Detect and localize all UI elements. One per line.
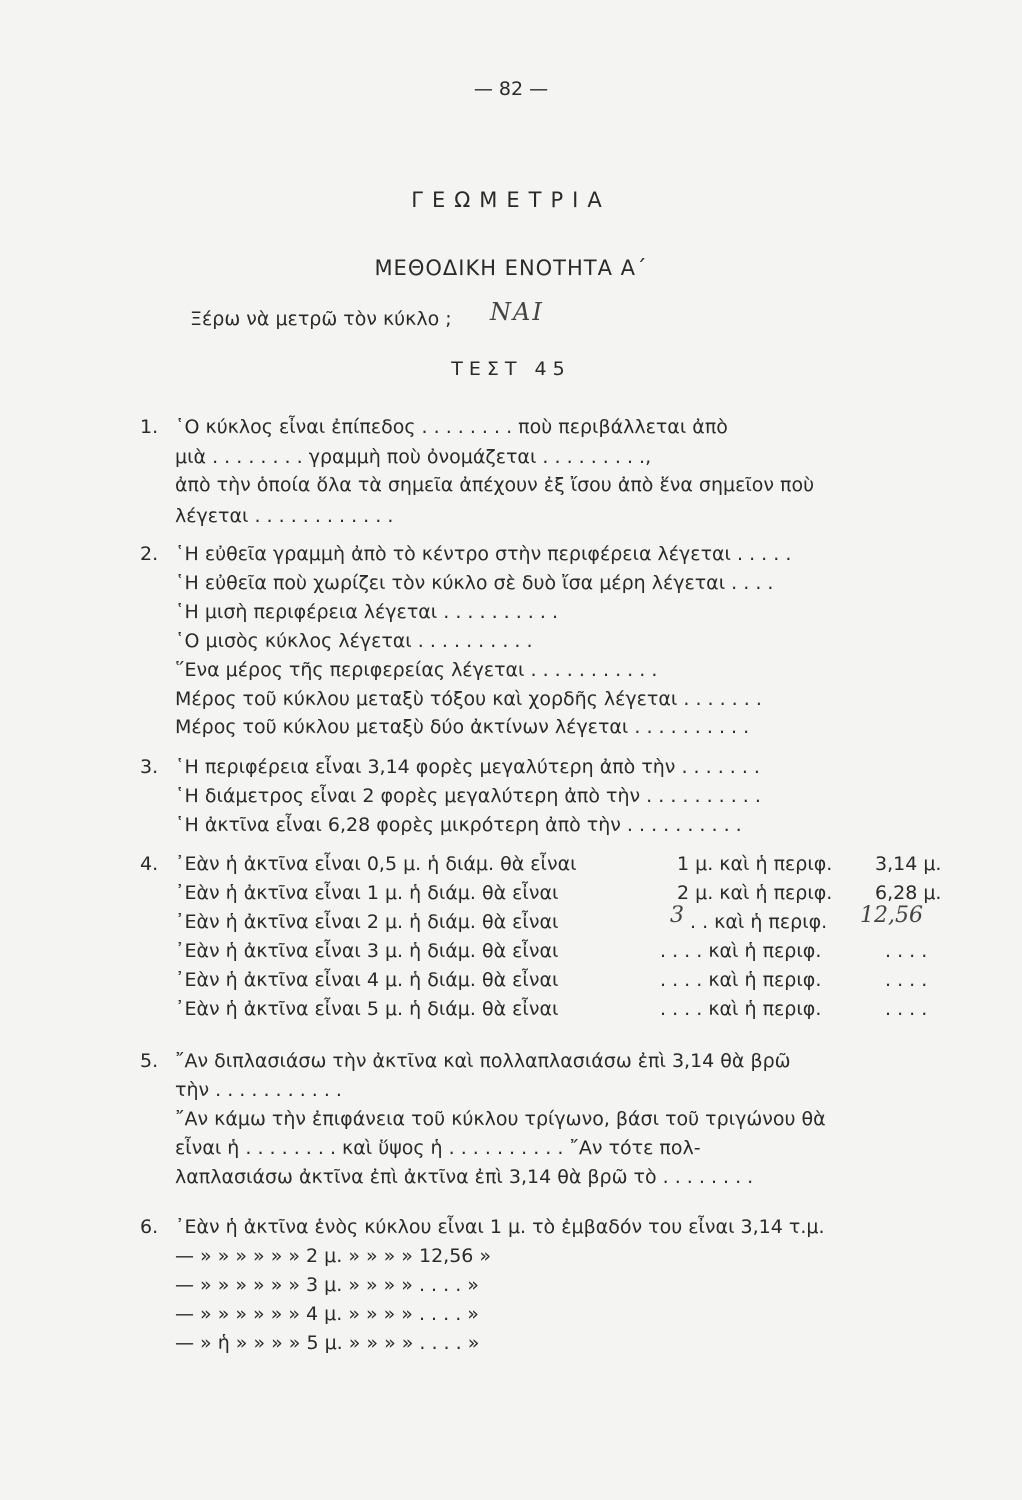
q4-row-6-b: . . . . καὶ ἡ περιφ. bbox=[660, 998, 822, 1020]
guiding-question: Ξέρω νὰ μετρῶ τὸν κύκλο ; bbox=[190, 308, 452, 330]
q1-number: 1. bbox=[140, 416, 159, 438]
q6-line-3: — » » » » » » 3 μ. » » » » . . . . » bbox=[175, 1274, 479, 1296]
q4-row-4-c: . . . . bbox=[885, 940, 928, 962]
q3-line-3: ῾Η ἀκτῖνα εἶναι 6,28 φορὲς μικρότερη ἀπὸ τὴν . . . . . . . . . . bbox=[175, 814, 742, 836]
q4-row-4-b: . . . . καὶ ἡ περιφ. bbox=[660, 940, 822, 962]
q4-row-4-a: ᾽Εὰν ἡ ἀκτῖνα εἶναι 3 μ. ἡ διάμ. θὰ εἶναι bbox=[175, 940, 559, 962]
q2-line-5: ῞Ενα μέρος τῆς περιφερείας λέγεται . . . . . . . . . . . bbox=[175, 659, 658, 681]
q6-line-5: — » ἡ » » » » 5 μ. » » » » . . . . » bbox=[175, 1332, 480, 1354]
q5-line-3: ῎Αν κάμω τὴν ἐπιφάνεια τοῦ κύκλου τρίγωνο, βάσι τοῦ τριγώνου θὰ bbox=[175, 1108, 826, 1130]
q4-row-3-a: ᾽Εὰν ἡ ἀκτῖνα εἶναι 2 μ. ἡ διάμ. θὰ εἶναι bbox=[175, 911, 559, 933]
q4-number: 4. bbox=[140, 853, 159, 875]
q6-line-4: — » » » » » » 4 μ. » » » » . . . . » bbox=[175, 1303, 479, 1325]
q6-line-2: — » » » » » » 2 μ. » » » » 12,56 » bbox=[175, 1245, 492, 1267]
q4-row-1-a: ᾽Εὰν ἡ ἀκτῖνα εἶναι 0,5 μ. ἡ διάμ. θὰ εἶναι bbox=[175, 853, 577, 875]
q2-line-4: ῾Ο μισὸς κύκλος λέγεται . . . . . . . . . . bbox=[175, 630, 533, 652]
handwritten-answer: ΝΑΙ bbox=[490, 298, 544, 326]
q5-line-5: λαπλασιάσω ἀκτῖνα ἐπὶ ἀκτῖνα ἐπὶ 3,14 θὰ βρῶ τὸ . . . . . . . . bbox=[175, 1166, 754, 1188]
q4-handwritten-diameter: 3 bbox=[670, 903, 684, 928]
q4-row-6-a: ᾽Εὰν ἡ ἀκτῖνα εἶναι 5 μ. ἡ διάμ. θὰ εἶναι bbox=[175, 998, 559, 1020]
test-label: ΤΕΣΤ 45 bbox=[451, 358, 571, 380]
q2-number: 2. bbox=[140, 543, 159, 565]
q3-line-1: ῾Η περιφέρεια εἶναι 3,14 φορὲς μεγαλύτερη ἀπὸ τὴν . . . . . . . bbox=[175, 756, 760, 778]
q5-line-1: ῎Αν διπλασιάσω τὴν ἀκτῖνα καὶ πολλαπλασιάσω ἐπὶ 3,14 θὰ βρῶ bbox=[175, 1050, 791, 1072]
q5-line-2: τὴν . . . . . . . . . . . bbox=[175, 1079, 342, 1101]
q2-line-6: Μέρος τοῦ κύκλου μεταξὺ τόξου καὶ χορδῆς λέγεται . . . . . . . bbox=[175, 688, 762, 710]
q4-row-5-b: . . . . καὶ ἡ περιφ. bbox=[660, 969, 822, 991]
q4-row-1-b: 1 μ. καὶ ἡ περιφ. bbox=[677, 853, 833, 875]
q1-line-4: λέγεται . . . . . . . . . . . . bbox=[175, 505, 394, 527]
q3-line-2: ῾Η διάμετρος εἶναι 2 φορὲς μεγαλύτερη ἀπὸ τὴν . . . . . . . . . . bbox=[175, 785, 761, 807]
q4-row-2-a: ᾽Εὰν ἡ ἀκτῖνα εἶναι 1 μ. ἡ διάμ. θὰ εἶναι bbox=[175, 882, 559, 904]
page-title: ΓΕΩΜΕΤΡΙΑ bbox=[411, 188, 611, 212]
q1-line-3: ἀπὸ τὴν ὁποία ὅλα τὰ σημεῖα ἀπέχουν ἐξ ἴσου ἀπὸ ἕνα σημεῖον ποὺ bbox=[175, 474, 815, 496]
section-subtitle: ΜΕΘΟΔΙΚΗ ΕΝΟΤΗΤΑ Α΄ bbox=[374, 256, 648, 280]
q2-line-7: Μέρος τοῦ κύκλου μεταξὺ δύο ἀκτίνων λέγεται . . . . . . . . . . bbox=[175, 716, 750, 738]
q6-number: 6. bbox=[140, 1216, 159, 1238]
q1-line-2: μιὰ . . . . . . . . γραμμὴ ποὺ ὀνομάζεται . . . . . . . . ., bbox=[175, 446, 652, 468]
q4-row-2-c: 6,28 μ. bbox=[875, 882, 942, 904]
page-number: — 82 — bbox=[473, 78, 549, 100]
q5-line-4: εἶναι ἡ . . . . . . . . καὶ ὕψος ἡ . . . . . . . . . . ῎Αν τότε πολ- bbox=[175, 1137, 701, 1159]
q4-row-3-b: . . καὶ ἡ περιφ. bbox=[690, 911, 828, 933]
q4-row-1-c: 3,14 μ. bbox=[875, 853, 942, 875]
q4-row-6-c: . . . . bbox=[885, 998, 928, 1020]
q4-row-5-a: ᾽Εὰν ἡ ἀκτῖνα εἶναι 4 μ. ἡ διάμ. θὰ εἶναι bbox=[175, 969, 559, 991]
q2-line-2: ῾Η εὐθεῖα ποὺ χωρίζει τὸν κύκλο σὲ δυὸ ἴσα μέρη λέγεται . . . . bbox=[175, 572, 774, 594]
q1-line-1: ῾Ο κύκλος εἶναι ἐπίπεδος . . . . . . . . ποὺ περιβάλλεται ἀπὸ bbox=[175, 416, 728, 438]
q2-line-3: ῾Η μισὴ περιφέρεια λέγεται . . . . . . . . . . bbox=[175, 601, 559, 623]
q4-handwritten-perimeter: 12,56 bbox=[860, 903, 923, 928]
q2-line-1: ῾Η εὐθεῖα γραμμὴ ἀπὸ τὸ κέντρο στὴν περιφέρεια λέγεται . . . . . bbox=[175, 543, 792, 565]
q4-row-2-b: 2 μ. καὶ ἡ περιφ. bbox=[677, 882, 833, 904]
q5-number: 5. bbox=[140, 1050, 159, 1072]
q4-row-5-c: . . . . bbox=[885, 969, 928, 991]
q3-number: 3. bbox=[140, 756, 159, 778]
q6-line-1: ᾽Εὰν ἡ ἀκτῖνα ἑνὸς κύκλου εἶναι 1 μ. τὸ ἐμβαδόν του εἶναι 3,14 τ.μ. bbox=[175, 1216, 825, 1238]
